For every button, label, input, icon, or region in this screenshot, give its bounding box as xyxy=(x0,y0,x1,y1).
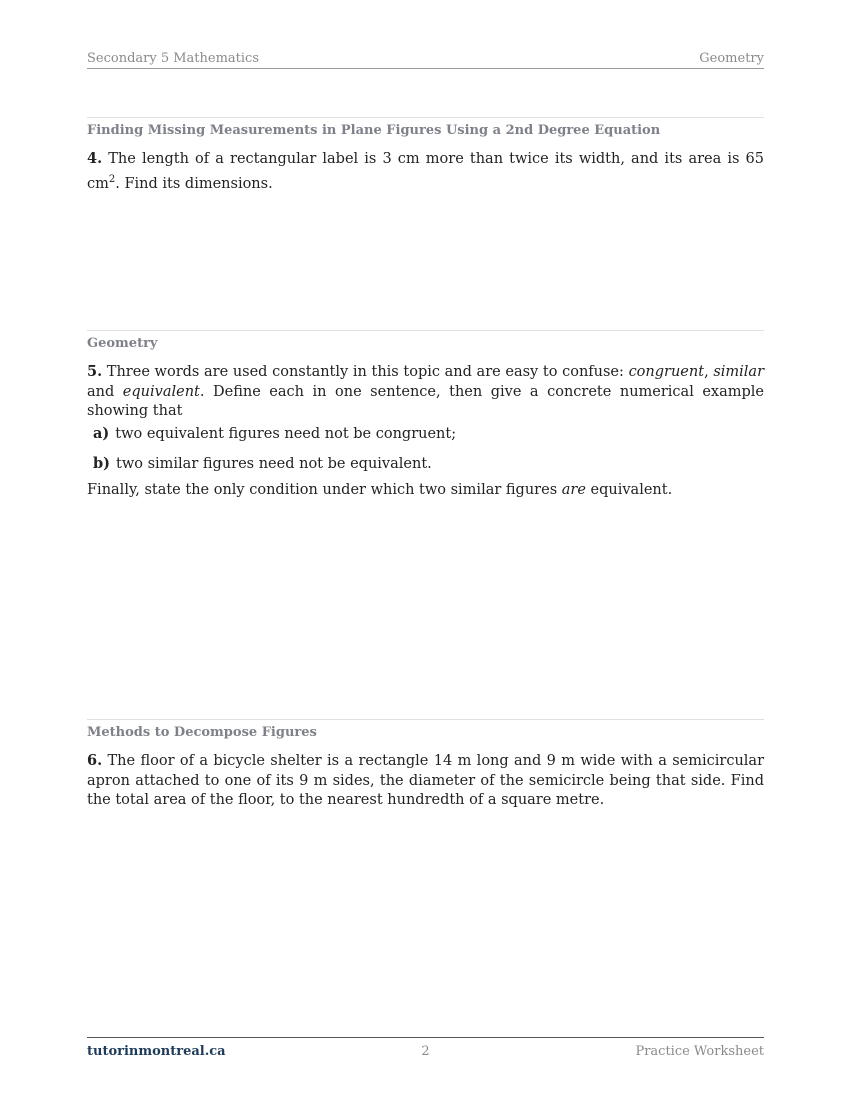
sub-question-label: b) xyxy=(93,455,110,472)
problem-number: 5. xyxy=(87,363,103,380)
term-equivalent: equivalent xyxy=(122,383,200,400)
closing-text: Finally, state the only condition under which two similar figures xyxy=(87,481,562,498)
sub-question-list xyxy=(87,424,764,475)
course-title: Secondary 5 Mathematics xyxy=(87,51,260,66)
sub-question-b xyxy=(93,454,764,475)
term-similar: similar xyxy=(713,364,765,380)
problem-5 xyxy=(87,362,764,422)
worksheet-label: Practice Worksheet xyxy=(635,1044,764,1059)
problem-intro-end: . Define each in one sentence, then give a concrete numerical example showing that xyxy=(87,383,765,419)
page-header xyxy=(87,51,764,69)
problem-text-end: . Find its dimensions. xyxy=(115,175,273,192)
term-congruent: congruent xyxy=(628,364,705,380)
section-title: Finding Missing Measurements in Plane Figures Using a 2nd Degree Equation xyxy=(87,123,661,138)
problem-6 xyxy=(87,751,764,811)
section-missing-measurements xyxy=(87,117,764,194)
closing-text-end: equivalent. xyxy=(585,481,673,498)
separator: , xyxy=(704,364,714,380)
problem-number: 6. xyxy=(87,752,103,769)
sub-question-text: two similar figures need not be equivalent. xyxy=(116,456,432,472)
section-geometry xyxy=(87,330,764,500)
closing-emphasis: are xyxy=(561,481,586,498)
page-number: 2 xyxy=(421,1044,430,1059)
section-decompose-figures xyxy=(87,719,764,811)
site-link[interactable]: tutorinmontreal.ca xyxy=(87,1044,226,1059)
sub-question-a xyxy=(93,424,764,445)
sub-question-text: two equivalent figures need not be congruent; xyxy=(115,425,457,442)
problem-4 xyxy=(87,149,764,194)
problem-text: The floor of a bicycle shelter is a rectangle 14 m long and 9 m wide with a semicircular apron attached to one of its 9 m sides, the diameter of the semicircle being that side. Find the total area of the floor, to the nearest hundredth of a square metre. xyxy=(87,753,764,808)
problem-number: 4. xyxy=(87,150,103,167)
superscript: 2 xyxy=(108,173,116,185)
section-title: Geometry xyxy=(87,336,158,351)
problem-text: The length of a rectangular label is 3 cm more than twice its width, and its area is 65 cm xyxy=(87,151,764,192)
topic-title: Geometry xyxy=(699,51,764,66)
problem-closing xyxy=(87,481,764,501)
section-title: Methods to Decompose Figures xyxy=(87,725,317,740)
page-footer xyxy=(87,1037,764,1062)
conjunction: and xyxy=(87,383,123,400)
sub-question-label: a) xyxy=(93,424,110,442)
problem-intro: Three words are used constantly in this topic and are easy to confuse: xyxy=(106,364,629,380)
